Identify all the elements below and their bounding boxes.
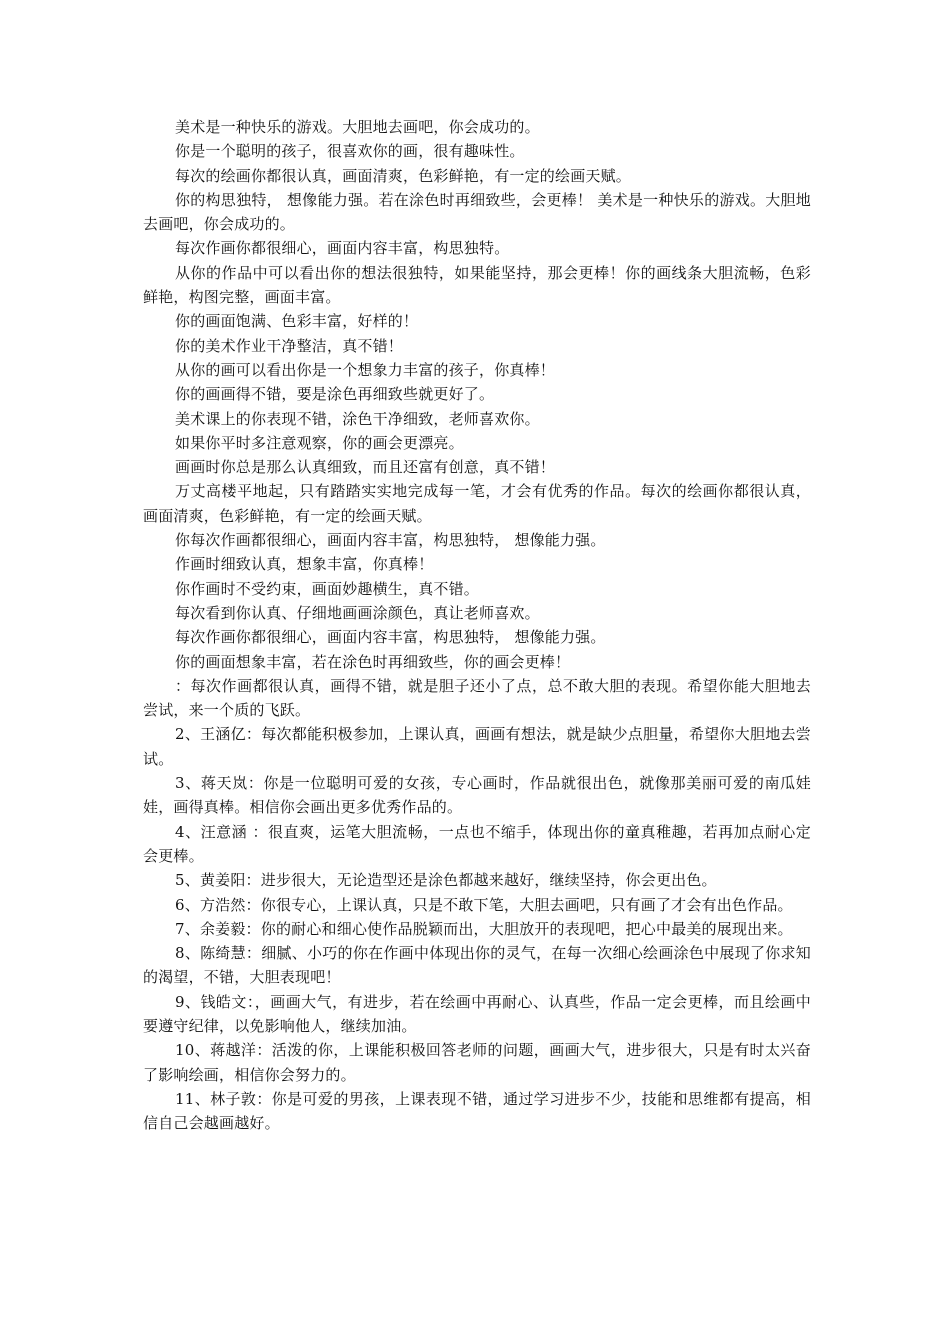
paragraph: 从你的画可以看出你是一个想象力丰富的孩子，你真棒！ [175, 360, 556, 379]
paragraph: 11、林子敦：你是可爱的男孩，上课表现不错，通过学习进步不少，技能和思维都有提高，相信自己会越画越好。 [143, 1089, 811, 1133]
paragraph: 美术课上的你表现不错，涂色干净细致，老师喜欢你。 [175, 409, 540, 428]
paragraph: 万丈高楼平地起，只有踏踏实实地完成每一笔，才会有优秀的作品。每次的绘画你都很认真，画面清爽，色彩鲜艳，有一定的绘画天赋。 [143, 482, 811, 525]
document-body [143, 115, 811, 1135]
paragraph: 你的画画得不错，要是涂色再细致些就更好了。 [175, 385, 495, 404]
paragraph: 8、陈绮慧：细腻、小巧的你在作画中体现出你的灵气，在每一次细心绘画涂色中展现了你求知的渴望，不错，大胆表现吧！ [143, 944, 811, 987]
paragraph: 9、钱皓文：，画画大气，有进步，若在绘画中再耐心、认真些，作品一定会更棒，而且绘画中要遵守纪律，以免影响他人，继续加油。 [143, 992, 811, 1035]
paragraph: 你的构思独特， 想像能力强。若在涂色时再细致些，会更棒！ 美术是一种快乐的游戏。大胆地去画吧，你会成功的。 [143, 190, 811, 234]
paragraph: ：每次作画都很认真，画得不错，就是胆子还小了点，总不敢大胆的表现。希望你能大胆地去尝试，来一个质的飞跃。 [143, 676, 811, 720]
paragraph: 2、王涵亿：每次都能积极参加，上课认真，画画有想法，就是缺少点胆量，希望你大胆地去尝试。 [143, 725, 811, 768]
paragraph: 你每次作画都很细心，画面内容丰富，构思独特， 想像能力强。 [175, 531, 606, 550]
paragraph: 作画时细致认真，想象丰富，你真棒！ [175, 555, 434, 574]
paragraph: 每次作画你都很细心，画面内容丰富，构思独特， 想像能力强。 [175, 628, 606, 647]
paragraph: 每次看到你认真、仔细地画画涂颜色，真让老师喜欢。 [175, 603, 540, 622]
paragraph: 你的画面饱满、色彩丰富，好样的！ [175, 312, 419, 331]
paragraph: 如果你平时多注意观察，你的画会更漂亮。 [175, 433, 464, 452]
paragraph: 10、蒋越洋：活泼的你，上课能积极回答老师的问题，画画大气，进步很大，只是有时太兴奋了影响绘画，相信你会努力的。 [143, 1041, 811, 1084]
paragraph: 3、蒋天岚：你是一位聪明可爱的女孩，专心画时，作品就很出色，就像那美丽可爱的南瓜娃娃，画得真棒。相信你会画出更多优秀作品的。 [143, 774, 811, 817]
paragraph: 画画时你总是那么认真细致，而且还富有创意，真不错！ [175, 458, 556, 477]
paragraph: 美术是一种快乐的游戏。大胆地去画吧，你会成功的。 [175, 118, 540, 136]
paragraph: 5、黄姜阳：进步很大，无论造型还是涂色都越来越好，继续坚持，你会更出色。 [175, 871, 717, 890]
paragraph: 你作画时不受约束，画面妙趣横生，真不错。 [175, 579, 480, 598]
paragraph: 从你的作品中可以看出你的想法很独特，如果能坚持，那会更棒！你的画线条大胆流畅，色彩鲜艳，构图完整，画面丰富。 [143, 263, 811, 307]
paragraph: 你的画面想象丰富，若在涂色时再细致些，你的画会更棒！ [175, 652, 571, 671]
paragraph: 你的美术作业干净整洁，真不错！ [175, 336, 404, 355]
paragraph: 4、汪意涵 ：很直爽，运笔大胆流畅，一点也不缩手，体现出你的童真稚趣，若再加点耐心定会更棒。 [143, 822, 811, 865]
paragraph: 每次的绘画你都很认真，画面清爽，色彩鲜艳，有一定的绘画天赋。 [175, 166, 632, 185]
paragraph: 你是一个聪明的孩子，很喜欢你的画，很有趣味性。 [175, 142, 525, 161]
paragraph: 7、余姜毅：你的耐心和细心使作品脱颖而出，大胆放开的表现吧，把心中最美的展现出来。 [175, 919, 793, 938]
paragraph: 每次作画你都很细心，画面内容丰富，构思独特。 [175, 239, 510, 258]
paragraph: 6、方浩然：你很专心，上课认真，只是不敢下笔，大胆去画吧，只有画了才会有出色作品。 [175, 895, 793, 914]
